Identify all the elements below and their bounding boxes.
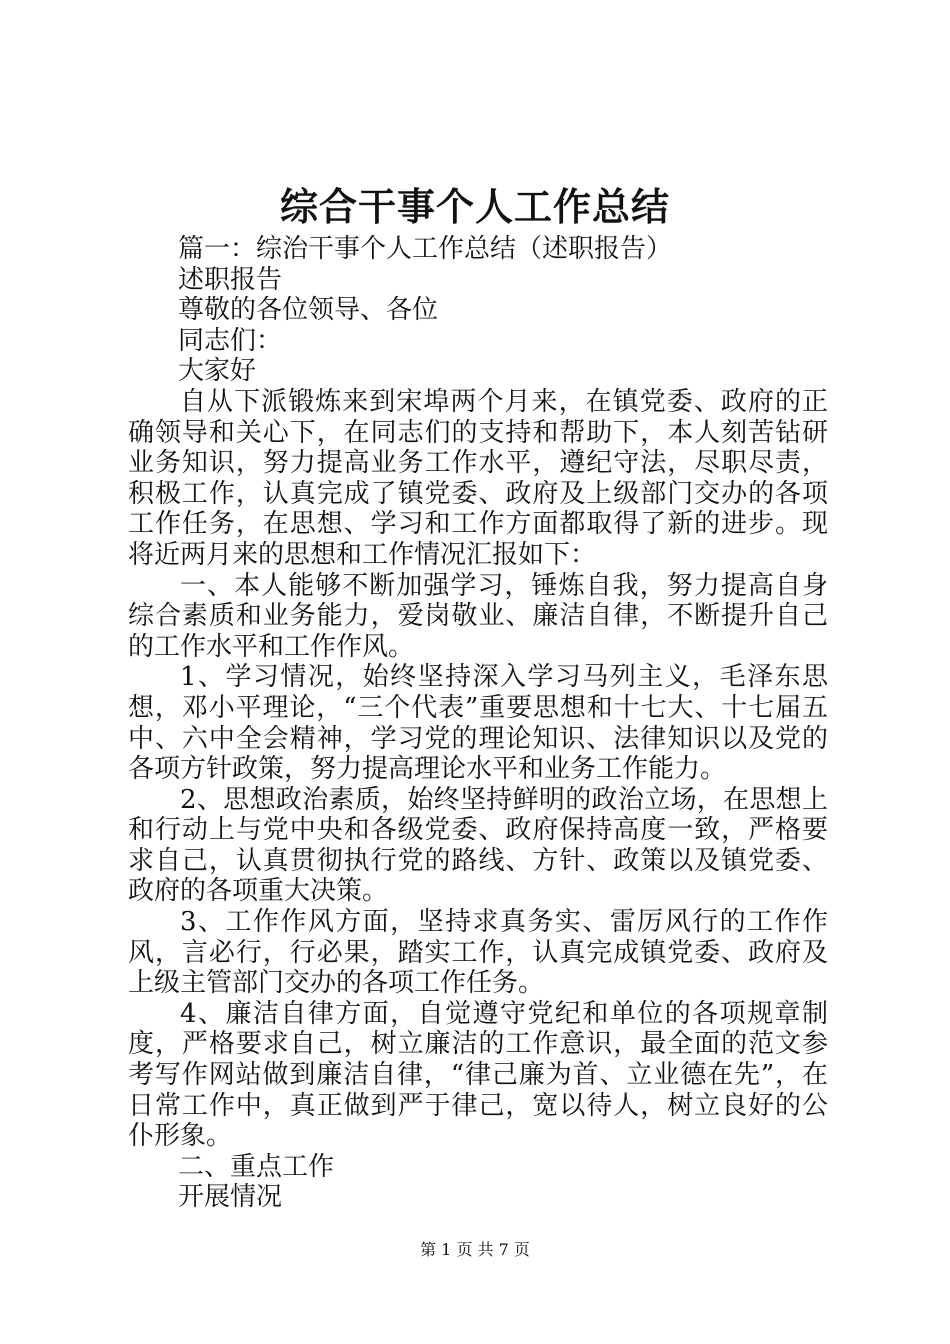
paragraph-chapter-heading: 篇一：综治干事个人工作总结（述职报告） <box>178 234 673 264</box>
paragraph-salutation: 尊敬的各位领导、各位 <box>178 295 439 326</box>
paragraph-item-3: 3、工作作风方面，坚持求真务实、雷厉风行的工作作风，言必行，行必果，踏实工作，认真完成镇党委、政府及上级主管部门交办的各项工作任务。 <box>128 907 828 999</box>
document-title: 综合干事个人工作总结 <box>279 184 670 229</box>
paragraph-section-one: 一、本人能够不断加强学习，锤炼自我，努力提高自身综合素质和业务能力，爱岗敬业、廉洁自律，不断提升自己的工作水平和工作作风。 <box>128 570 828 662</box>
paragraph-item-1: 1、学习情况，始终坚持深入学习马列主义，毛泽东思想，邓小平理论，“三个代表”重要思想和十七大、十七届五中、六中全会精神，学习党的理论知识、法律知识以及党的各项方针政策，努力提高理论水平和业务工作能力。 <box>128 662 828 785</box>
paragraph-item-2: 2、思想政治素质，始终坚持鲜明的政治立场，在思想上和行动上与党中央和各级党委、政府保持高度一致，严格要求自己，认真贯彻执行党的路线、方针、政策以及镇党委、政府的各项重大决策。 <box>128 784 828 907</box>
paragraph-report-label: 述职报告 <box>178 264 283 295</box>
page-number-footer: 第 1 页 共 7 页 <box>420 1240 530 1259</box>
paragraph-greeting: 大家好 <box>178 356 257 387</box>
paragraph-section-two-continued: 开展情况 <box>178 1182 283 1213</box>
document-body <box>128 234 828 1213</box>
paragraph-introduction: 自从下派锻炼来到宋埠两个月来，在镇党委、政府的正确领导和关心下，在同志们的支持和帮助下，本人刻苦钻研业务知识，努力提高业务工作水平，遵纪守法，尽职尽责，积极工作，认真完成了镇党委、政府及上级部门交办的各项工作任务，在思想、学习和工作方面都取得了新的进步。现将近两月来的思想和工作情况汇报如下： <box>128 386 828 570</box>
paragraph-salutation-continued: 同志们： <box>178 325 283 356</box>
paragraph-item-4: 4、廉洁自律方面，自觉遵守党纪和单位的各项规章制度，严格要求自己，树立廉洁的工作意识，最全面的范文参考写作网站做到廉洁自律，“律己廉为首、立业德在先”，在日常工作中，真正做到严于律己，宽以待人，树立良好的公仆形象。 <box>128 998 828 1152</box>
paragraph-section-two: 二、重点工作 <box>178 1151 335 1182</box>
